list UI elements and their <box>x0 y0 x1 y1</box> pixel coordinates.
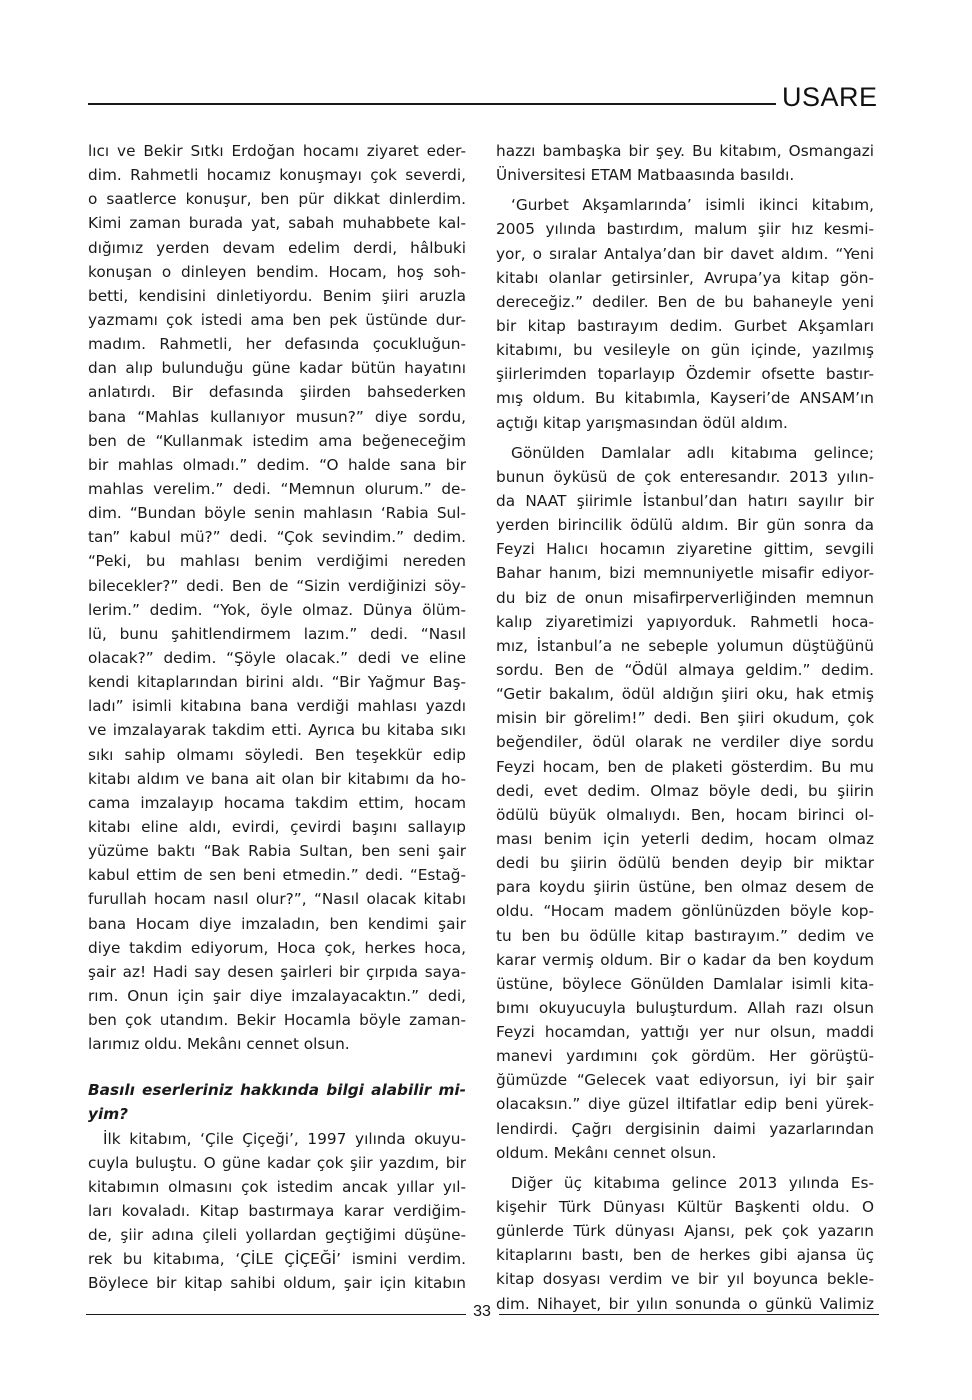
text-line: üstüne, böylece Gönülden Damlalar isimli kita- <box>496 974 874 993</box>
text-line: konuşan o dinleyen bendim. Hocam, hoş soh- <box>88 262 466 281</box>
text-line: ları kovaladı. Kitap bastırmaya karar verdiğim- <box>88 1202 466 1221</box>
text-line: rek bu kitabıma, ‘ÇİLE ÇİÇEĞİ’ ismini verdim. <box>88 1250 466 1269</box>
text-line: dim. “Bundan böyle senin mahlasın ‘Rabia Sul- <box>88 504 466 523</box>
text-line: mış oldum. Bu kitabımla, Kayseri’de ANSAM’ın <box>496 389 874 408</box>
page-number: 33 <box>473 1303 491 1320</box>
text-line: o saatlerce konuşur, ben pür dikkat dinlerdim. <box>88 190 466 209</box>
text-line: dim. Nihayet, bir yılın sonunda o günkü Valimiz <box>496 1294 874 1313</box>
text-line: rım. Onun için şair diye imzalayacaktın.” dedi, <box>88 986 466 1005</box>
text-line: bir mahlas olmadı.” dedim. “O halde sana bir <box>88 455 466 474</box>
text-line: du biz de onun misafirperverliğinden memnun <box>496 588 874 607</box>
text-line: para koydu şiirin üstüne, ben olmaz desem de <box>496 878 874 897</box>
text-line: bunun öyküsü de çok enteresandır. 2013 yılın- <box>496 467 874 486</box>
text-line: şair az! Hadi say desen şairleri bir çırpıda saya- <box>88 962 466 981</box>
text-line: kabul ettim de sen beni etmedin.” dedi. “Estağ- <box>88 866 466 885</box>
text-line: manevi yardımını çok gördüm. Her görüştü- <box>496 1047 874 1066</box>
text-line: misin bir görelim!” dedi. Ben şiiri okudum, çok <box>496 709 874 728</box>
text-line: ması benim için yeterli dedim, hocam olmaz <box>496 829 874 848</box>
text-line: kalıp ziyaretimizi yapıyorduk. Rahmetli hoca- <box>496 612 874 631</box>
footer-rule-right <box>499 1314 879 1315</box>
text-line: bilecekler?” dedi. Ben de “Sizin verdiğinizi söy- <box>88 576 466 595</box>
text-line: olacaksın.” diye güzel iltifatlar edip beni yürek- <box>496 1095 874 1114</box>
text-line: dığımız yerden devam edelim derdi, hâlbuki <box>88 238 466 257</box>
text-line: cuyla buluştu. O güne kadar çok şiir yazdım, bir <box>88 1153 466 1172</box>
text-line: Feyzi hocam, ben de plaketi gösterdim. Bu mu <box>496 757 874 776</box>
text-line: lerim.” dedim. “Yok, öyle olmaz. Dünya ölüm- <box>88 600 466 619</box>
text-line: diye takdim ediyorum, Hoca çok, herkes hoca, <box>88 938 466 957</box>
text-line: ladı” isimli kitabına bana verdiği mahlası yazdı <box>88 697 466 716</box>
text-line: şiirlerimden toparlayıp Özdemir ofsette bastır- <box>496 365 874 384</box>
text-line: betti, kendisini dinletiyordu. Benim şiiri aruzla <box>88 286 466 305</box>
text-line: Üniversitesi ETAM Matbaasında basıldı. <box>496 166 795 185</box>
journal-title: USARE <box>782 82 878 112</box>
text-line: dedi bu şiirin ödülü benden deyip bir miktar <box>496 854 874 873</box>
text-line: kitabımın olmasını çok istedim ancak yıllar yıl- <box>88 1177 466 1196</box>
text-line: madım. Rahmetli, her defasında çocukluğun- <box>88 335 466 354</box>
question-line: Basılı eserleriniz hakkında bilgi alabilir mi- <box>88 1081 466 1100</box>
header-rule <box>88 103 776 105</box>
text-line: İlk kitabım, ‘Çile Çiçeği’, 1997 yılında okuyu- <box>103 1129 466 1148</box>
text-line: hazzı bambaşka bir şey. Bu kitabım, Osmangazi <box>496 142 874 160</box>
text-line: bana Hocam diye imzaladın, ben kendimi şair <box>88 914 466 933</box>
text-line: lıcı ve Bekir Sıtkı Erdoğan hocamı ziyaret eder- <box>88 142 466 160</box>
footer-rule-left <box>86 1314 466 1315</box>
text-line: tan” kabul mü?” dedi. “Çok sevindim.” dedim. <box>88 528 466 547</box>
text-line: Gönülden Damlalar adlı kitabıma gelince; <box>511 443 874 462</box>
text-line: yerden birincilik ödülü aldım. Bir gün sonra da <box>496 516 874 535</box>
text-line: “Peki, bu mahlası benim verdiğimi nereden <box>88 552 466 571</box>
text-line: olacak?” dedim. “Şöyle olacak.” dedi ve eline <box>88 648 466 667</box>
text-line: beğendiler, ödül olarak ne verdiler diye sordu <box>496 733 874 752</box>
text-line: günlerde Türk dünyası Ajansı, pek çok yazarın <box>496 1222 874 1241</box>
text-line: kitabımı, bu vesileyle on gün içinde, yazılmış <box>496 341 874 360</box>
text-line: larımız oldu. Mekânı cennet olsun. <box>88 1035 350 1054</box>
text-line: furullah hocam nasıl olur?”, “Nasıl olacak kitabı <box>88 890 466 909</box>
text-line: bir kitap bastırayım dedim. Gurbet Akşamları <box>496 316 874 335</box>
text-line: dim. Rahmetli hocamız konuşmayı çok severdi, <box>88 166 466 185</box>
text-line: bana “Mahlas kullanıyor musun?” diye sordu, <box>88 407 466 426</box>
text-line: dan alıp bulunduğu güne kadar bütün hayatını <box>88 359 466 378</box>
text-line: Feyzi hocamdan, yattığı yer nur olsun, maddi <box>496 1023 874 1042</box>
text-line: yüzüme baktı “Bak Rabia Sultan, ben seni şair <box>88 842 466 861</box>
text-line: kitap dosyası verdim ve bir yıl boyunca bekle- <box>496 1270 874 1289</box>
text-line: “Getir bakalım, ödül aldığın şiiri oku, hak etmiş <box>496 685 874 704</box>
text-line: 2005 yılında bastırdım, malum şiir hız kesmi- <box>496 220 874 239</box>
text-line: oldu. “Hocam madem gönlünüzden böyle kop- <box>496 902 874 921</box>
text-line: sordu. Ben de “Ödül almaya geldim.” dedim. <box>496 660 874 679</box>
text-line: karar vermiş oldum. Bir o kadar da ben koydum <box>496 950 874 969</box>
text-line: kendi kitaplarından birini aldı. “Bir Yağmur Baş- <box>88 673 466 692</box>
question-line: yim? <box>88 1105 129 1124</box>
text-line: Böylece bir kitap sahibi oldum, şair için kitabın <box>88 1274 466 1293</box>
text-line: lü, bunu şahitlendirmem lazım.” dedi. “Nasıl <box>88 624 466 643</box>
text-line: cama imzalayıp hocama takdim ettim, hocam <box>88 793 466 812</box>
text-line: dereceğiz.” dediler. Ben de bu bahaneyle yeni <box>496 292 874 311</box>
text-line: sıkı sahip olmamı söyledi. Ben teşekkür edip <box>88 745 466 764</box>
text-line: kişehir Türk Dünyası Kültür Başkenti oldu. O <box>496 1198 874 1217</box>
text-line: de, şiir adına çileli yollardan geçtiğimi düşüne- <box>88 1226 466 1245</box>
text-line: mız, İstanbul’a ne sebeple yolumun düştüğünü <box>496 636 874 655</box>
text-line: bımı okuyucuyla buluşturdum. Allah razı olsun <box>496 998 874 1017</box>
left-column <box>88 139 466 1296</box>
right-column <box>496 139 874 1316</box>
text-line: Diğer üç kitabıma gelince 2013 yılında Es- <box>511 1173 874 1192</box>
text-line: mahlas verelim.” dedi. “Memnun olurum.” de- <box>88 479 466 498</box>
text-line: tu ben bu ödülle kitap bastırayım.” dedim ve <box>496 926 874 945</box>
text-line: ve imzalayarak takdim etti. Ayrıca bu kitaba sıkı <box>88 721 466 740</box>
text-line: anlatırdı. Bir defasında şiirden bahsederken <box>88 383 466 402</box>
text-line: ben de “Kullanmak istedim ama beğeneceğim <box>88 431 466 450</box>
text-line: ben çok utandım. Bekir Hocamla böyle zaman- <box>88 1011 466 1030</box>
text-line: oldum. Mekânı cennet olsun. <box>496 1143 717 1162</box>
text-line: Feyzi Halıcı hocamın ziyaretine gittim, sevgili <box>496 540 874 559</box>
text-line: lendirdi. Çağrı dergisinin daimi yazarlarından <box>496 1119 874 1138</box>
text-line: kitabı aldım ve bana ait olan bir kitabımı da ho- <box>88 769 466 788</box>
text-line: yor, o sıralar Antalya’dan bir davet aldım. “Yeni <box>496 244 874 263</box>
text-line: da NAAT şiirimle İstanbul’dan hatırı sayılır bir <box>496 491 874 510</box>
text-line: kitaplarını bastı, ben de herkes gibi ajansa üç <box>496 1246 874 1265</box>
text-line: açtığı kitap yarışmasından ödül aldım. <box>496 413 788 432</box>
text-line: ödülü büyük olmalıydı. Ben, hocam birinci ol- <box>496 805 874 824</box>
text-line: yazmamı çok istedi ama ben pek üstünde dur- <box>88 310 466 329</box>
text-line: Kimi zaman burada yat, sabah muhabbete kal- <box>88 214 466 233</box>
text-line: ğümüzde “Gelecek vaat ediyorsun, iyi bir şair <box>496 1071 874 1090</box>
text-line: kitabı olanlar getirsinler, Avrupa’ya kitap gön- <box>496 268 874 287</box>
text-line: Bahar hanım, bizi memnuniyetle misafir ediyor- <box>496 564 874 583</box>
text-line: kitabı eline aldı, evirdi, çevirdi başını sallayıp <box>88 817 466 836</box>
text-line: ‘Gurbet Akşamlarında’ isimli ikinci kitabım, <box>511 196 874 215</box>
text-line: dedi, evet dedim. Olmaz böyle dedi, bu şiirin <box>496 781 874 800</box>
